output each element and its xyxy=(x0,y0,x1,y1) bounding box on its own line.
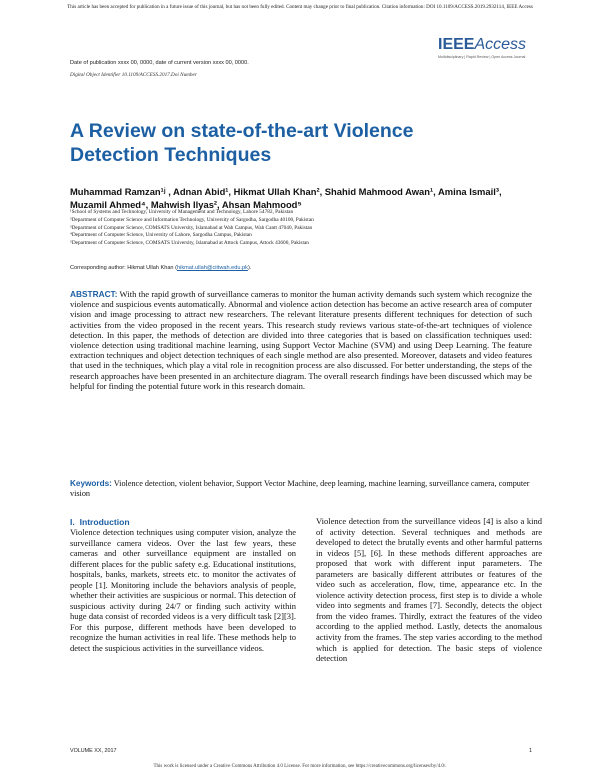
page-footer xyxy=(70,748,532,754)
abstract-text: With the rapid growth of surveillance cameras to monitor the human activity demands such system which recognize the violence and suspicious events automatically. Abnormal and violence action detection has become an active research area of computer vision and image processing to attract new researchers. The relevant literature presents different techniques for detection of such activities from the video proposed in the recent years. This research study reviews various state-of-the-art techniques of violence detection. In this paper, the methods of detection are divided into three categories that is based on classification techniques used: violence detection using traditional machine learning, using Support Vector Machine (SVM) and using Deep Learning. The feature extraction techniques and object detection techniques of each single method are also presented. Moreover, datasets and video features that used in the techniques, which play a vital role in recognition process are also discussed. For better understanding, the steps of the research approaches have been presented in an architecture diagram. The overall research findings have been discussed which may be helpful for finding the potential future work in this research domain. xyxy=(70,289,532,391)
logo-tagline: Multidisciplinary | Rapid Review | Open Access Journal xyxy=(438,55,526,59)
affiliations xyxy=(70,209,540,248)
body-paragraph: Violence detection from the surveillance videos [4] is also a kind of activity detection. Several techniques and methods are developed to detect the brutally events and other harmful patterns in videos [5], [6]. In these methods different approaches are proposed that work with different input parameters. The parameters are basically different attributes or features of the video such as acceleration, flow, time, appearance etc. In the violence activity detection process, first step is to divide a whole video into segments and frames [7]. Secondly, detects the object from the video frames. Thirdly, extract the features of the video according to the applied method. Lastly, detects the anomalous activity from the frames. The step varies according to the method which is applied for detection. The basic steps of violence detection xyxy=(316,516,542,664)
logo-wordmark: IEEEAccess xyxy=(438,36,527,53)
affiliation: ³Department of Computer Science, COMSATS University, Islamabad at Wah Campus, Wah Cantt 47040, Pakistan xyxy=(70,224,313,231)
keywords xyxy=(70,479,532,500)
paper-title: A Review on state-of-the-art Violence Detection Techniques xyxy=(70,120,414,166)
license-notice: This work is licensed under a Creative Commons Attribution 4.0 License. For more information, see https://creativecommons.org/licenses/by/4.0/. xyxy=(153,764,447,769)
volume-label: VOLUME XX, 2017 xyxy=(70,748,117,754)
doi-line: Digital Object Identifier 10.1109/ACCESS.2017.Doi Number xyxy=(70,72,197,78)
page-number: 1 xyxy=(529,748,532,754)
affiliation: ⁴Department of Computer Science, University of Lahore, Sargodha Campus, Pakistan xyxy=(70,232,252,239)
body-column-right xyxy=(316,516,542,664)
affiliation: ²Department of Computer Science and Information Technology, University of Sargodha, Sargodha 40100, Pakistan xyxy=(70,216,314,223)
section-heading-introduction: I. Introduction xyxy=(70,517,130,527)
keywords-text: Violence detection, violent behavior, Support Vector Machine, deep learning, machine learning, surveillance camera, computer vision xyxy=(70,479,530,499)
affiliation: ⁵Department of Computer Science, COMSATS University, Islamabad at Attock Campus, Attock 43600, Pakistan xyxy=(70,240,309,247)
keywords-heading: Keywords: xyxy=(70,479,112,488)
body-paragraph: Violence detection techniques using computer vision, analyze the surveillance camera videos. Over the last few years, these cameras and other surveillance equipment are installed on different places for the public safety e.g. Educational institutions, hospitals, banks, markets, streets etc. to monitor the activates of people [1]. Monitoring include the behaviors analysis of people, whether their activities are suspicious or normal. This detection of suspicious activity during 24/7 or finding such activity within huge data consist of recorded videos is a very difficult task [2][3]. For this purpose, different methods have been developed to recognize the human activities in real life. These methods help to detect the suspicious activities in the surveillance videos. xyxy=(70,527,296,654)
ieee-access-logo xyxy=(438,36,550,62)
corresponding-author: Corresponding author: Hikmat Ullah Khan (hikmat.ullah@ciitwah.edu.pk). xyxy=(70,265,252,271)
publication-notice: This article has been accepted for publication in a future issue of this journal, but has not been fully edited. Content may change prior to final publication. Citation information: DOI 10.1109/ACCESS.2019.2932114, IEEE Access xyxy=(67,4,533,10)
author-list: Muhammad Ramzan¹ʲ , Adnan Abid¹, Hikmat Ullah Khan², Shahid Mahmood Awan¹, Amina Ismail³, Muzamil Ahmed⁴, Mahwish Ilyas², Ahsan Mahmood⁵ xyxy=(70,186,502,210)
abstract-heading: ABSTRACT: xyxy=(70,289,118,299)
abstract xyxy=(70,289,532,391)
affiliation: ¹School of Systems and Technology, University of Management and Technology, Lahore 54782, Pakistan xyxy=(70,209,294,215)
corresponding-email-link[interactable]: hikmat.ullah@ciitwah.edu.pk xyxy=(176,265,248,271)
body-column-left xyxy=(70,527,296,654)
publication-date: Date of publication xxxx 00, 0000, date of current version xxxx 00, 0000. xyxy=(70,60,249,66)
